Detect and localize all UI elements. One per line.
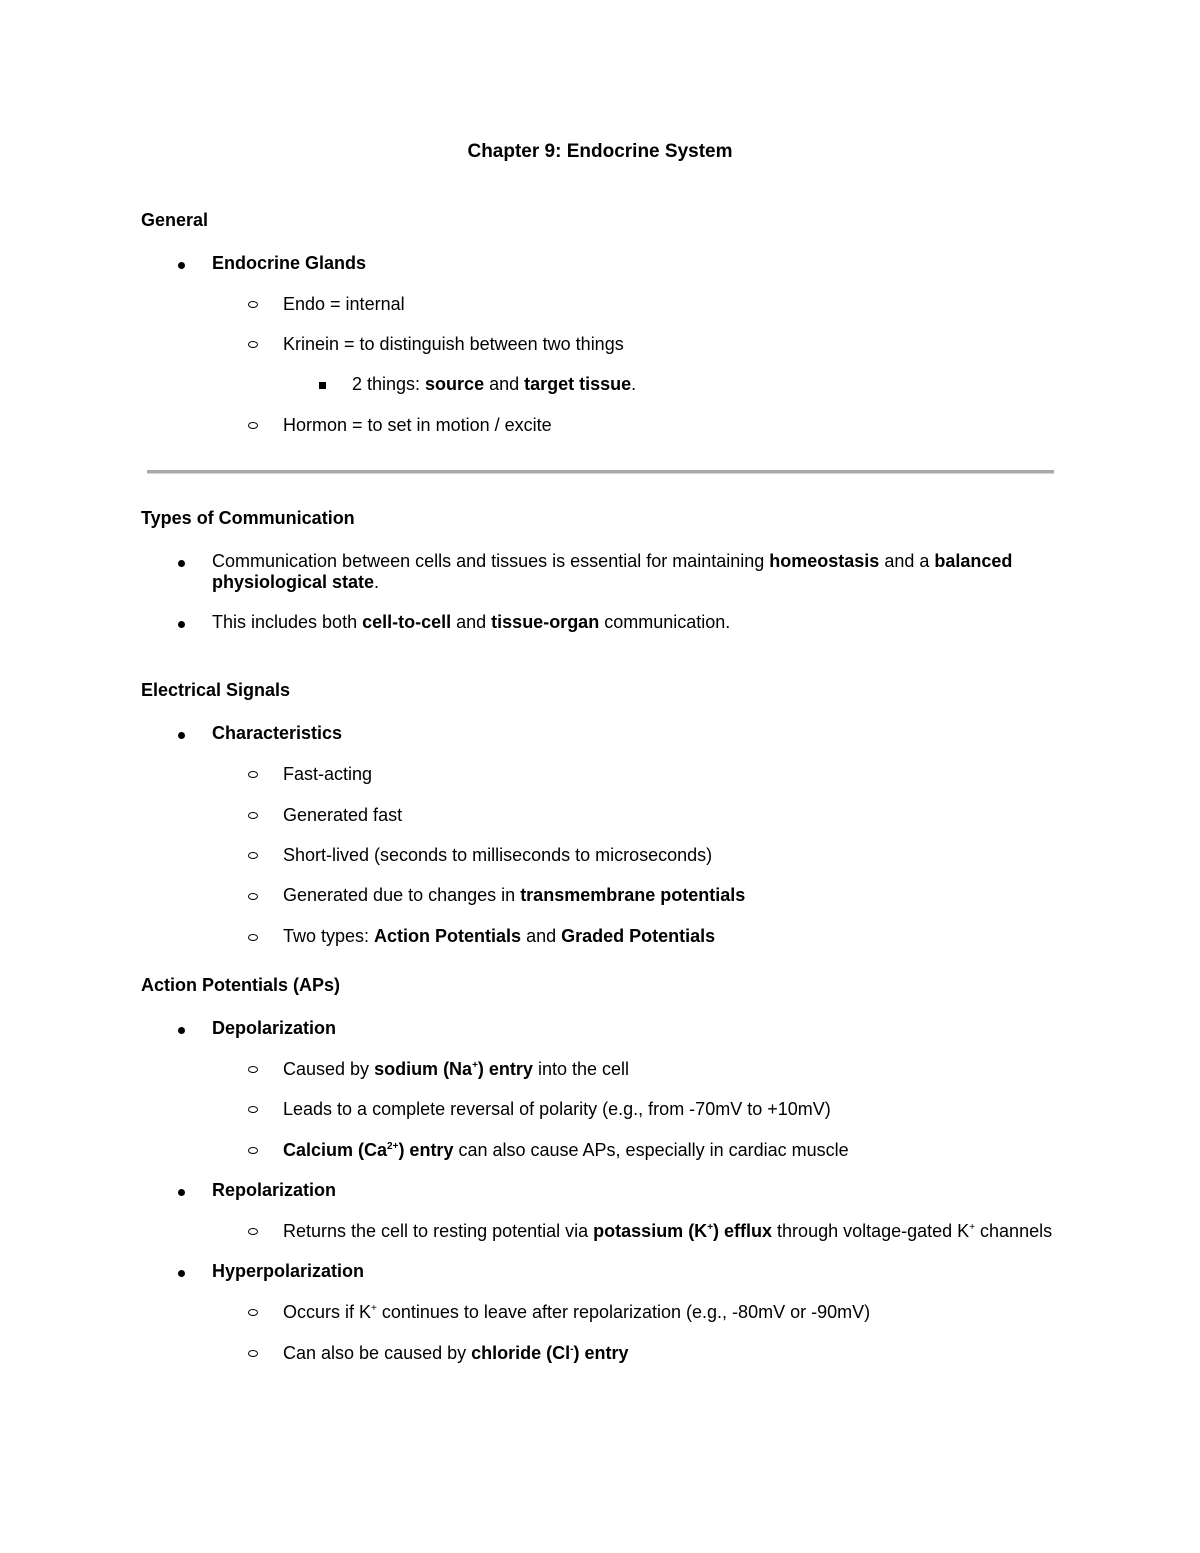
list-item-chloride-entry: Can also be caused by chloride (Cl-) entry [283,1343,629,1363]
list-item-depolarization: Depolarization [212,1018,337,1038]
bullet-circle-icon [248,301,258,308]
bullet-circle-icon [248,1066,258,1073]
list-item-characteristics: Characteristics [212,723,343,743]
list-item-fast-acting: Fast-acting [283,764,373,784]
list-item-transmembrane: Generated due to changes in transmembrane potentials [283,885,746,905]
list-item-communication-essential: Communication between cells and tissues is essential for maintaining homeostasis and a balanced physiological state. [212,551,1013,592]
bullet-circle-icon [248,422,258,429]
bullet-circle-icon [248,1350,258,1357]
section-heading-action-potentials: Action Potentials (APs) [141,975,341,995]
list-item-short-lived: Short-lived (seconds to milliseconds to microseconds) [283,845,713,865]
bullet-circle-icon [248,1106,258,1113]
bullet-circle-icon [248,1309,258,1316]
list-item-two-types: Two types: Action Potentials and Graded Potentials [283,926,716,946]
bullet-dot-icon [178,621,185,628]
bullet-dot-icon [178,1270,185,1277]
bullet-dot-icon [178,560,185,567]
list-item-hormon: Hormon = to set in motion / excite [283,415,552,435]
bullet-dot-icon [178,1027,185,1034]
bullet-circle-icon [248,934,258,941]
section-heading-communication: Types of Communication [141,508,355,528]
section-heading-electrical: Electrical Signals [141,680,291,700]
bullet-dot-icon [178,1189,185,1196]
list-item-reversal-polarity: Leads to a complete reversal of polarity (e.g., from -70mV to +10mV) [283,1099,831,1119]
bullet-circle-icon [248,341,258,348]
list-item-repolarization: Repolarization [212,1180,337,1200]
horizontal-divider [147,470,1054,474]
bullet-dot-icon [178,732,185,739]
list-item-endo: Endo = internal [283,294,405,314]
bullet-square-icon [319,382,326,389]
page-title: Chapter 9: Endocrine System [467,141,733,162]
list-item-hyperpolarization: Hyperpolarization [212,1261,365,1281]
list-item-potassium-efflux: Returns the cell to resting potential via potassium (K+) efflux through voltage-gated K+ channels [283,1221,1053,1241]
bullet-circle-icon [248,852,258,859]
bullet-circle-icon [248,812,258,819]
list-item-krinein: Krinein = to distinguish between two things [283,334,624,354]
list-item-calcium-entry: Calcium $(Ca^{2+})$ entry can also cause APs, especially in cardiac muscle [283,1140,849,1160]
bullet-circle-icon [248,893,258,900]
bullet-circle-icon [248,1147,258,1154]
list-item-two-things: 2 things: source and target tissue. [352,374,637,394]
list-item-generated-fast: Generated fast [283,805,403,825]
bullet-circle-icon [248,1228,258,1235]
bullet-circle-icon [248,771,258,778]
list-item-k-continues: Occurs if K+ continues to leave after repolarization (e.g., -80mV or -90mV) [283,1302,871,1322]
list-item-endocrine-glands: Endocrine Glands [212,253,367,273]
list-item-communication-includes: This includes both cell-to-cell and tissue-organ communication. [212,612,731,632]
list-item-sodium-entry: Caused by sodium (Na+) entry into the cell [283,1059,629,1079]
section-heading-general: General [141,210,209,230]
bullet-dot-icon [178,262,185,269]
